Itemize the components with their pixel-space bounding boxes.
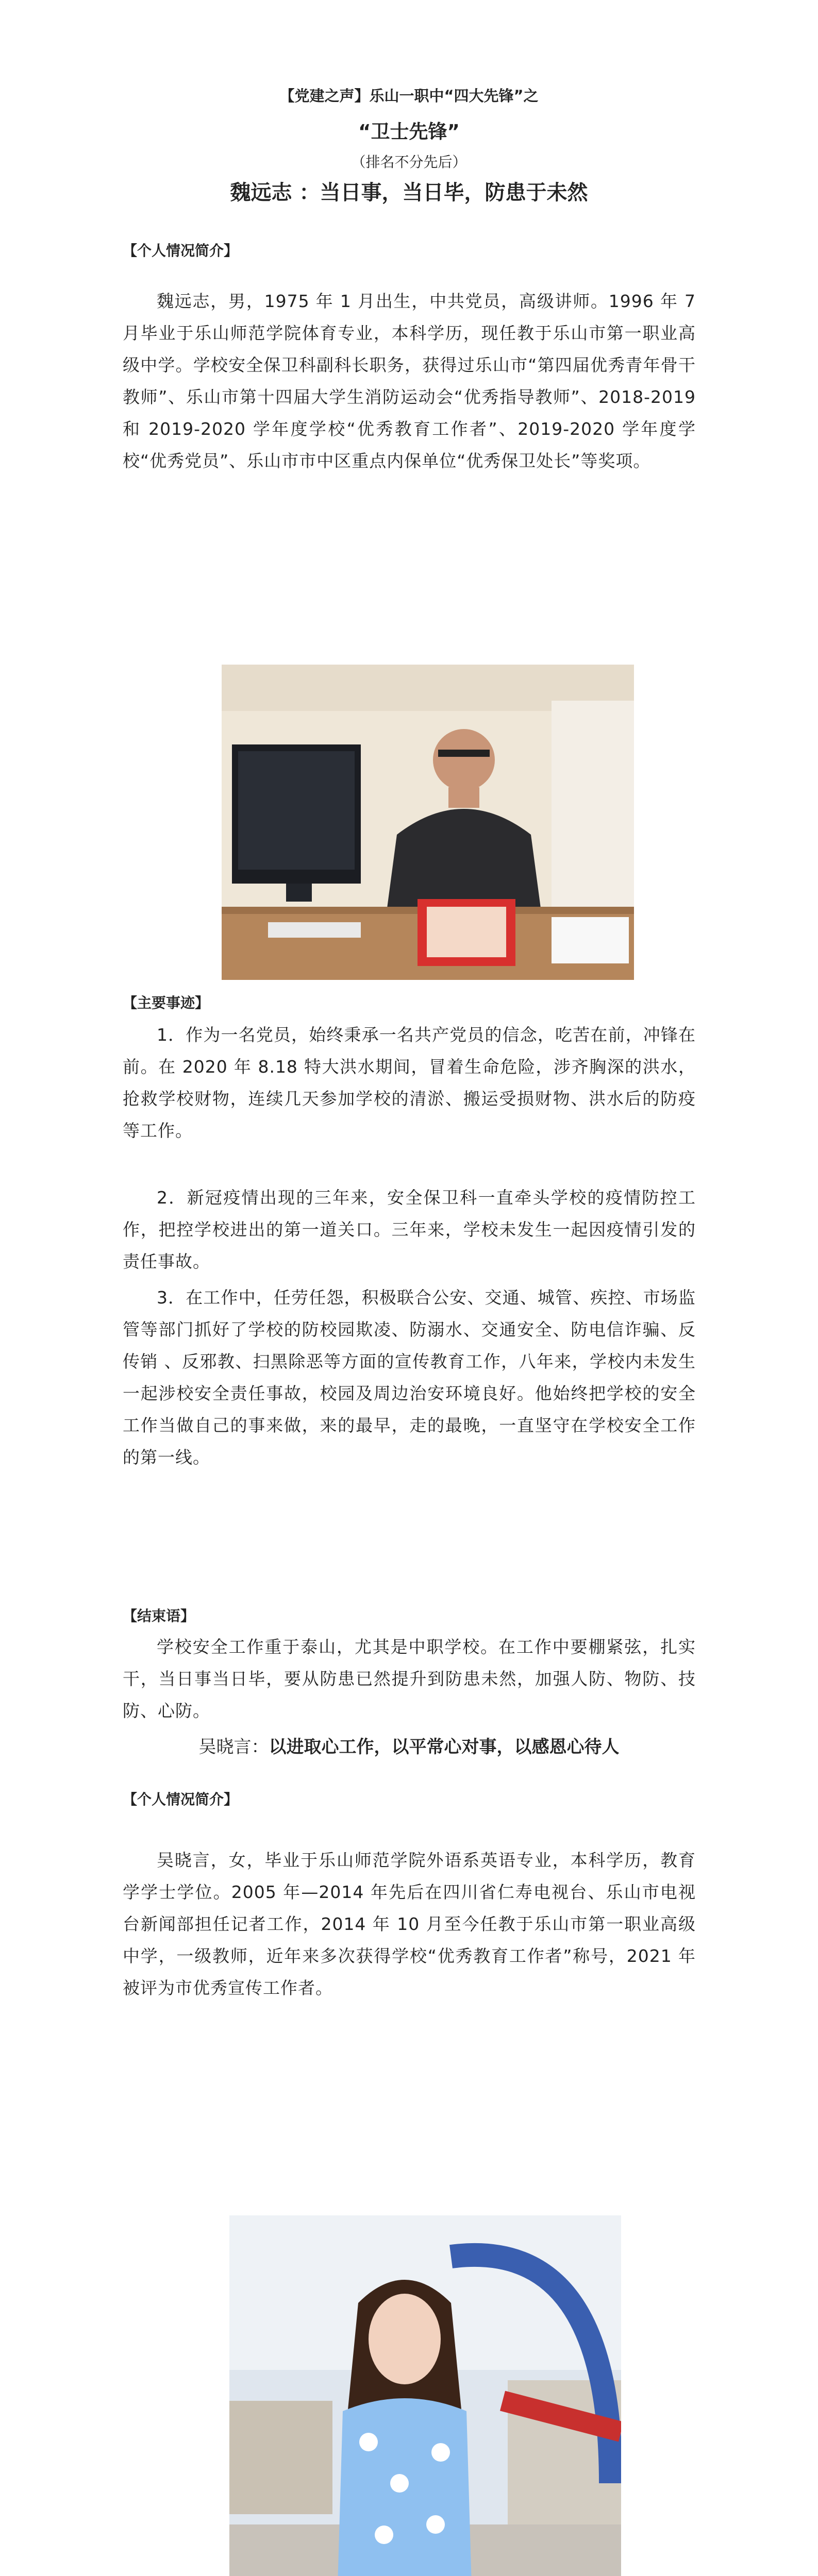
person2-intro-text: 吴晓言，女，毕业于乐山师范学院外语系英语专业，本科学历，教育学学士学位。2005 年—2014 年先后在四川省仁寿电视台、乐山市电视台新闻部担任记者工作，2014 年 10 月至今任教于乐山市第一职业高级中学，一级教师，近年来多次获得学校“优秀教育工作者”称号，2021 年被评为市优秀宣传工作者。: [123, 1850, 696, 1998]
person2-intro-label: 【个人情况简介】: [123, 1791, 239, 1808]
person2-motto: 以进取心工作，以平常心对事，以感恩心待人: [269, 1737, 620, 1757]
person2-photo-image: [229, 2215, 621, 2576]
section-title: “卫士先锋”: [358, 121, 460, 143]
series-title: 【党建之声】乐山一职中“四大先锋”之: [279, 87, 539, 105]
person1-closing-text: 学校安全工作重于泰山，尤其是中职学校。在工作中要棚紧弦，扎实干，当日事当日毕，要从防患已然提升到防患未然，加强人防、物防、技防、心防。: [123, 1637, 696, 1721]
person1-deed-2: 2．新冠疫情出现的三年来，安全保卫科一直牵头学校的疫情防控工作，把控学校进出的第一道关口。三年来，学校未发生一起因疫情引发的责任事故。: [123, 1188, 696, 1272]
person1-deed-1: 1．作为一名党员，始终秉承一名共产党员的信念，吃苦在前，冲锋在前。在 2020 年 8.18 特大洪水期间，冒着生命危险，涉齐胸深的洪水，抢救学校财物，连续几天参加学校的清淤、搬运受损财物、洪水后的防疫等工作。: [123, 1025, 696, 1141]
ranking-note: （排名不分先后）: [351, 154, 467, 171]
person1-intro-text: 魏远志，男，1975 年 1 月出生，中共党员，高级讲师。1996 年 7 月毕业于乐山师范学院体育专业，本科学历，现任教于乐山市第一职业高级中学。学校安全保卫科副科长职务，获得过乐山市“第四届优秀青年骨干教师”、乐山市第十四届大学生消防运动会“优秀指导教师”、2018-2019 和 2019-2020 学年度学校“优秀教育工作者”、2019-2020 学年度学校“优秀党员”、乐山市市中区重点内保单位“优秀保卫处长”等奖项。: [123, 291, 696, 471]
person1-deeds-label: 【主要事迹】: [123, 994, 210, 1011]
person1-intro-label: 【个人情况简介】: [123, 242, 239, 259]
person2-heading: [0, 1735, 818, 1759]
person1-heading: 魏远志 ：当日事，当日毕，防患于未然: [230, 181, 588, 205]
person1-photo: [222, 665, 634, 980]
person1-deed-3: 3．在工作中，任劳任怨，积极联合公安、交通、城管、疾控、市场监管等部门抓好了学校的防校园欺凌、防溺水、交通安全、防电信诈骗、反传销 、反邪教、扫黑除恶等方面的宣传教育工作，八年来，学校内未发生一起涉校安全责任事故，校园及周边治安环境良好。他始终把学校的安全工作当做自己的事来做，来的最早，走的最晚，一直坚守在学校安全工作的第一线。: [123, 1287, 696, 1467]
person2-photo: [229, 2215, 621, 2576]
person1-photo-image: [222, 665, 634, 980]
person1-closing-label: 【结束语】: [123, 1607, 195, 1624]
person2-name: 吴晓言：: [198, 1737, 269, 1757]
